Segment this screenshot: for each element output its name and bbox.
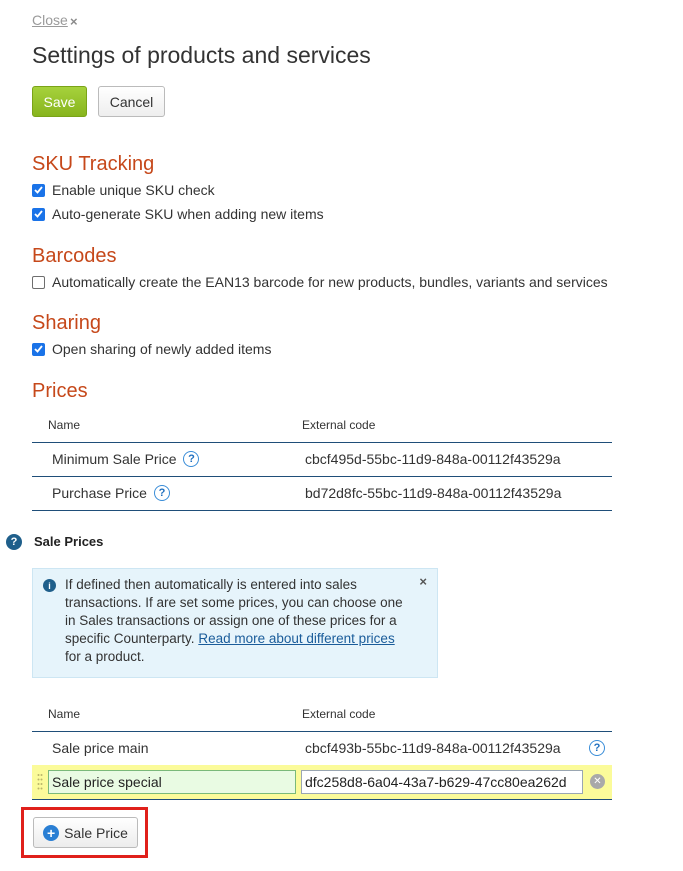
sharing-section-title: Sharing (32, 312, 101, 334)
add-sale-price-button[interactable] (33, 817, 138, 848)
sku-section-title: SKU Tracking (32, 153, 155, 175)
price-name: Purchase Price (52, 485, 147, 501)
barcode-ean13-label: Automatically create the EAN13 barcode for new products, bundles, variants and services (52, 274, 608, 290)
remove-row-icon[interactable]: ✕ (590, 774, 605, 789)
sku-autogen-option[interactable] (32, 206, 324, 222)
info-close-icon[interactable]: × (419, 574, 427, 589)
page-title: Settings of products and services (32, 42, 371, 68)
close-link[interactable]: Close (32, 12, 68, 28)
table-row (32, 477, 612, 511)
prices-code-column-header: External code (302, 418, 376, 432)
sale-prices-title: Sale Prices (34, 534, 104, 549)
drag-handle-icon[interactable] (37, 773, 43, 791)
info-icon: i (43, 579, 56, 592)
sale-price-external-code: cbcf493b-55bc-11d9-848a-00112f43529a (305, 740, 561, 756)
sale-price-edit-row (32, 765, 612, 800)
table-row (32, 443, 612, 477)
add-sale-price-label: Sale Price (64, 824, 128, 841)
prices-table (32, 410, 612, 511)
sharing-open-option[interactable] (32, 341, 271, 357)
help-icon[interactable]: ? (154, 485, 170, 501)
plus-icon: + (43, 825, 59, 841)
sale-prices-name-column-header: Name (48, 707, 81, 721)
sale-price-name-input[interactable] (48, 770, 296, 794)
sale-prices-code-column-header: External code (302, 707, 376, 721)
info-link-suffix: for a product. (65, 649, 145, 664)
read-more-prices-link[interactable]: Read more about different prices (198, 631, 395, 646)
sale-price-code-input[interactable] (301, 770, 583, 794)
sale-prices-table (32, 699, 612, 766)
barcodes-section-title: Barcodes (32, 245, 117, 267)
close-icon[interactable]: × (70, 14, 78, 29)
sharing-open-label: Open sharing of newly added items (52, 341, 272, 357)
barcode-ean13-option[interactable] (32, 274, 608, 290)
info-text: If defined then automatically is entered into sales transactions. If are set some prices, you can choose one in Sales transactions or assign one of these prices for a specific Counterparty. (65, 577, 403, 646)
price-external-code: cbcf495d-55bc-11d9-848a-00112f43529a (305, 451, 561, 467)
sale-prices-info-box (32, 568, 438, 678)
price-external-code: bd72d8fc-55bc-11d9-848a-00112f43529a (305, 485, 562, 501)
table-row (32, 732, 612, 766)
sale-prices-help-icon[interactable]: ? (6, 534, 22, 550)
price-name: Minimum Sale Price (52, 451, 177, 467)
prices-section-title: Prices (32, 380, 88, 402)
help-icon[interactable]: ? (589, 740, 605, 756)
cancel-button[interactable]: Cancel (98, 86, 165, 117)
barcode-ean13-checkbox[interactable] (32, 276, 45, 289)
save-button[interactable]: Save (32, 86, 87, 117)
help-icon[interactable]: ? (183, 451, 199, 467)
sku-autogen-checkbox[interactable] (32, 208, 45, 221)
sharing-open-checkbox[interactable] (32, 343, 45, 356)
prices-name-column-header: Name (48, 418, 81, 432)
sku-autogen-label: Auto-generate SKU when adding new items (52, 206, 324, 222)
prices-table-header (32, 410, 612, 443)
sku-unique-check-option[interactable] (32, 182, 215, 198)
sale-prices-table-header (32, 699, 612, 732)
sale-price-name: Sale price main (52, 740, 149, 756)
sku-unique-checkbox[interactable] (32, 184, 45, 197)
sku-unique-label: Enable unique SKU check (52, 182, 215, 198)
